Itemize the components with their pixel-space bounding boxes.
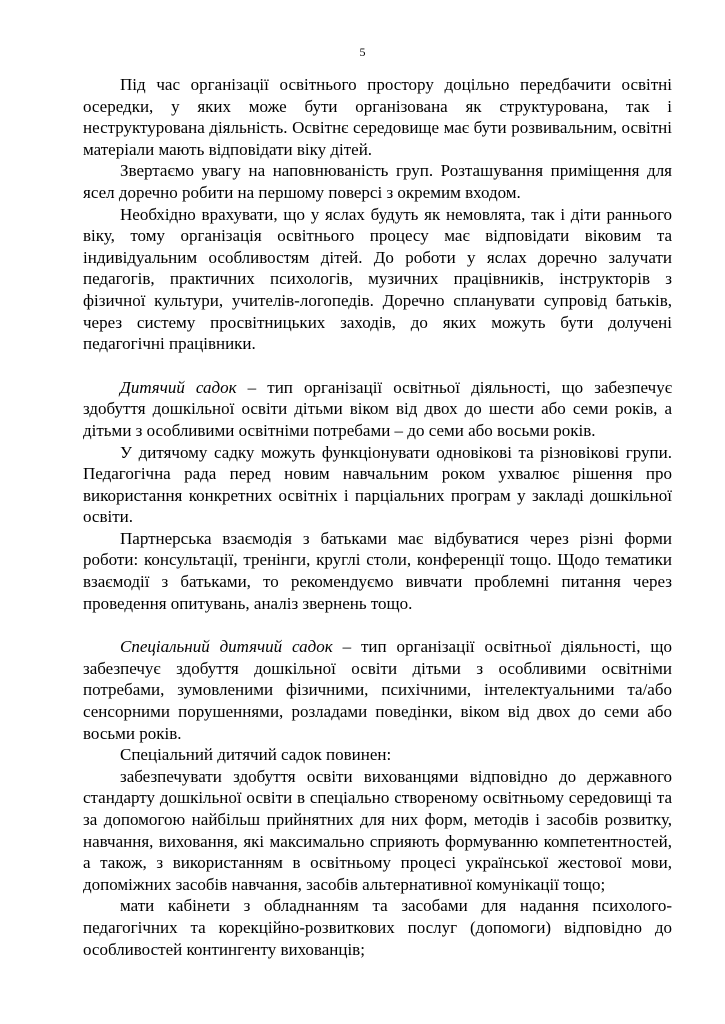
paragraph-educational-space: Під час організації освітнього простору доцільно передбачити освітні осередки, у яких може бути організована як структурована, так і неструктурована діяльність. Освітнє середовище має бути розвивальним, освітні матеріали мають відповідати віку дітей. xyxy=(83,75,672,159)
paragraph-requirement-cabinets: мати кабінети з обладнанням та засобами для надання психолого-педагогічних та корекційно-розвиткових послуг (допомоги) відповідно до особливостей контингенту вихованців; xyxy=(83,896,672,959)
paragraph-special-kindergarten-must: Спеціальний дитячий садок повинен: xyxy=(120,745,392,765)
page-number: 5 xyxy=(359,45,366,59)
paragraph-group-occupancy: Звертаємо увагу на наповнюваність груп. Розташування приміщення для ясел доречно робити на першому поверсі з окремим входом. xyxy=(83,161,672,202)
section-gap xyxy=(83,355,672,377)
paragraph-requirement-education: забезпечувати здобуття освіти вихованцями відповідно до державного стандарту дошкільної освіти в спеціально створеному освітньому середовищі та за допомогою найбільш прийнятних для них форм, методів і засобів розвитку, навчання, виховання, які максимально сприяють формуванню компетентностей, а також, з використанням в освітньому процесі української жестової мови, допоміжних засобів навчання, засобів альтернативної комунікації тощо; xyxy=(83,766,672,894)
paragraph-parent-partnership: Партнерська взаємодія з батьками має відбуватися через різні форми роботи: консультації, тренінги, круглі столи, конференції тощо. Щодо тематики взаємодії з батьками, то рекомендуємо вивчати проблемні питання через проведення опитувань, аналіз звернень тощо. xyxy=(83,528,672,613)
definition-kindergarten: – тип організації освітньої діяльності, що забезпечує здобуття дошкільної освіти дітьми віком від двох до шести або семи років, а дітьми з особливими освітніми потребами – до семи або восьми років. xyxy=(83,377,672,440)
term-special-kindergarten: Спеціальний дитячий садок xyxy=(120,637,333,657)
paragraph-nursery-staff: Необхідно врахувати, що у яслах будуть як немовлята, так і діти раннього віку, тому організація освітнього процесу має відповідати віковим та індивідуальним особливостям дітей. До роботи у яслах доречно залучати педагогів, практичних психологів, музичних працівників, інструкторів з фізичної культури, учителів-логопедів. Доречно спланувати супровід батьків, через систему просвітницьких заходів, до яких можуть бути долучені педагогічні працівники. xyxy=(83,204,672,354)
paragraph-kindergarten-groups: У дитячому садку можуть функціонувати одновікові та різновікові групи. Педагогічна рада перед новим навчальним роком ухвалює рішення про використання конкретних освітніх і парціальних програм у закладі дошкільної освіти. xyxy=(83,442,672,527)
section-gap xyxy=(83,614,672,636)
term-kindergarten: Дитячий садок xyxy=(120,377,237,397)
paragraph-special-kindergarten-definition xyxy=(83,636,672,744)
page-body xyxy=(83,74,672,960)
paragraph-kindergarten-definition xyxy=(83,377,672,442)
definition-special-kindergarten: – тип організації освітньої діяльності, що забезпечує здобуття дошкільної освіти дітьми з особливими освітніми потребами, зумовленими фізичними, психічними, інтелектуальними та/або сенсорними порушеннями, розладами поведінки, віком від двох до семи або восьми років. xyxy=(83,637,672,743)
